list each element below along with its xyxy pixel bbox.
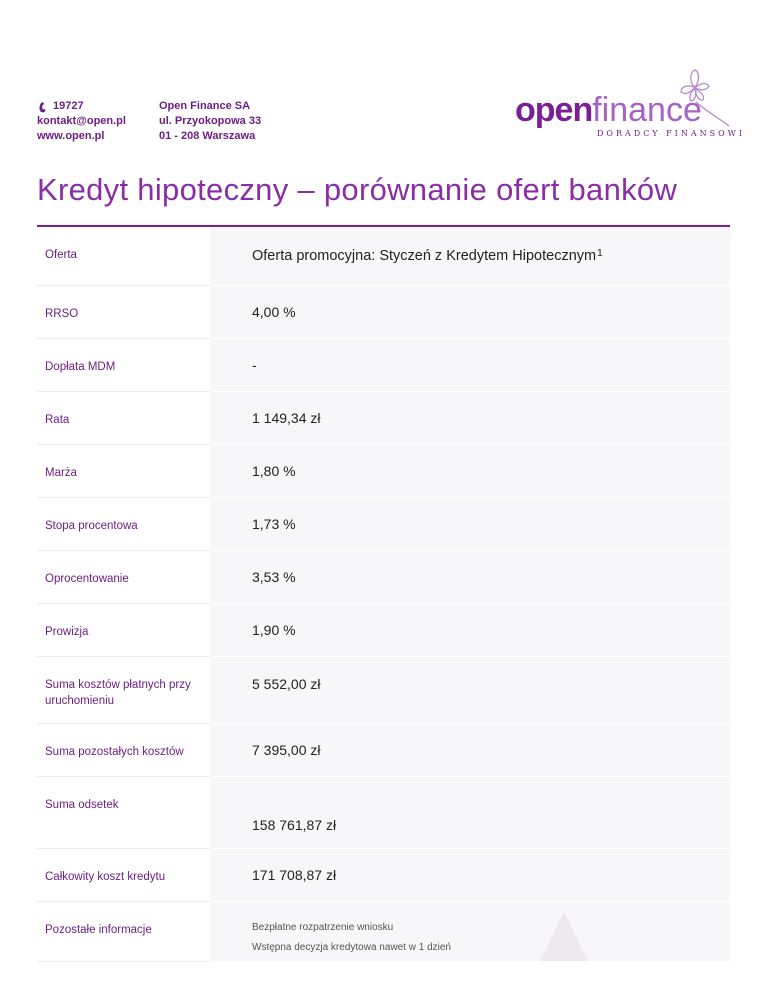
row-value: 1 149,34 zł	[210, 392, 730, 445]
row-value: 1,90 %	[210, 604, 730, 657]
row-value: 7 395,00 zł	[210, 724, 730, 777]
row-label: Stopa procentowa	[37, 498, 210, 551]
logo-open-text: open	[515, 91, 593, 129]
phone-number[interactable]: 19727	[53, 100, 84, 112]
row-value: 4,00 %	[210, 286, 730, 339]
row-label: Prowizja	[37, 604, 210, 657]
logo-tagline: DORADCY FINANSOWI	[597, 129, 746, 138]
row-label: Rata	[37, 392, 210, 445]
row-label: RRSO	[37, 286, 210, 339]
company-street: ul. Przyokopowa 33	[159, 115, 262, 127]
row-label: Pozostałe informacje	[37, 902, 210, 962]
logo-finance-text: finance	[592, 91, 702, 129]
phone-icon	[37, 101, 51, 113]
row-value: -	[210, 339, 730, 392]
table-row	[37, 604, 730, 657]
open-finance-logo	[515, 68, 746, 148]
info-item: Bezpłatne rozpatrzenie wniosku	[252, 922, 394, 933]
footnote-marker: 1	[597, 248, 603, 259]
table-row	[37, 657, 730, 724]
table-row	[37, 286, 730, 339]
page-title: Kredyt hipoteczny – porównanie ofert banków	[37, 172, 678, 207]
row-label: Dopłata MDM	[37, 339, 210, 392]
row-label: Całkowity koszt kredytu	[37, 849, 210, 902]
company-address	[159, 99, 261, 144]
offer-name: Oferta promocyjna: Styczeń z Kredytem Hipotecznym	[252, 248, 597, 264]
table-row	[37, 724, 730, 777]
table-row	[37, 902, 730, 962]
table-row	[37, 445, 730, 498]
table-row	[37, 777, 730, 849]
row-label: Suma pozostałych kosztów	[37, 724, 210, 777]
row-value: 3,53 %	[210, 551, 730, 604]
table-row	[37, 339, 730, 392]
row-value: 1,73 %	[210, 498, 730, 551]
row-label: Oprocentowanie	[37, 551, 210, 604]
website-link[interactable]: www.open.pl	[37, 130, 105, 142]
info-list	[210, 902, 730, 962]
row-value: 171 708,87 zł	[210, 849, 730, 902]
row-value: 1,80 %	[210, 445, 730, 498]
row-label: Suma odsetek	[37, 777, 210, 849]
contact-block	[37, 99, 126, 144]
company-name: Open Finance SA	[159, 100, 251, 112]
info-item: Wstępna decyzja kredytowa nawet w 1 dzień	[252, 942, 451, 953]
company-city: 01 - 208 Warszawa	[159, 130, 256, 142]
comparison-table	[37, 227, 730, 962]
row-value: 5 552,00 zł	[210, 657, 730, 724]
row-value: 158 761,87 zł	[210, 777, 730, 849]
row-label: Marża	[37, 445, 210, 498]
table-row	[37, 551, 730, 604]
row-label: Suma kosztów płatnych przy uruchomieniu	[37, 657, 210, 724]
row-value	[210, 227, 730, 286]
table-row	[37, 849, 730, 902]
table-row	[37, 227, 730, 286]
phone-line	[37, 99, 126, 114]
logo-wordmark	[515, 90, 702, 130]
decorative-triangle	[540, 912, 588, 962]
email-link[interactable]: kontakt@open.pl	[37, 115, 126, 127]
table-row	[37, 498, 730, 551]
row-label: Oferta	[37, 227, 210, 286]
table-row	[37, 392, 730, 445]
